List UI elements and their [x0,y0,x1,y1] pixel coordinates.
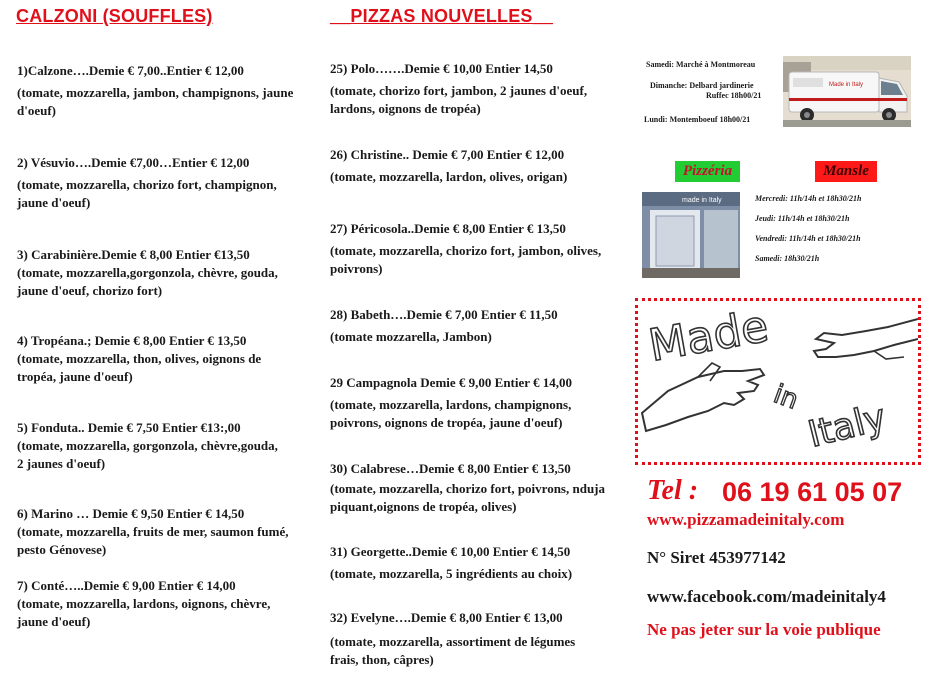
item-desc: (tomate mozzarella, Jambon) [330,329,492,344]
tel-label: Tel : [647,475,699,506]
item-desc: (tomate, mozzarella, lardons, oignons, chèvre, jaune d'oeuf) [17,596,271,629]
shop-photo [642,192,740,278]
hours-samedi: Samedi: 18h30/21h [755,254,820,263]
food-truck-photo [783,56,911,127]
item-name: 3) Carabinière.Demie € 8,00 Entier €13,50 [17,247,250,262]
item-desc: (tomate, mozzarella, fruits de mer, saumon fumé, pesto Génovese) [17,524,289,557]
item-name: 1)Calzone….Demie € 7,00..Entier € 12,00 [17,63,244,78]
notice-text: Ne pas jeter sur la voie publique [647,620,881,639]
hours-vendredi: Vendredi: 11h/14h et 18h30/21h [755,234,861,243]
item-desc: (tomate, mozzarella, chorizo fort, champignon, jaune d'oeuf) [17,177,277,210]
item-desc: (tomate, mozzarella, 5 ingrédients au choix) [330,566,573,581]
item-desc: (tomate, mozzarella, chorizo fort, jambon, olives, poivrons) [330,243,602,276]
logo-italy: Italy [804,397,890,456]
item-desc: (tomate, mozzarella, thon, olives, oignons de tropéa, jaune d'oeuf) [17,351,262,384]
item-name: 5) Fonduta.. Demie € 7,50 Entier €13:,00 [17,420,241,435]
item-name: 4) Tropéana.; Demie € 8,00 Entier € 13,50 [17,333,247,348]
menu-item [330,460,610,516]
market-dimanche: Dimanche: Delbard jardinerie [650,81,754,90]
menu-item [17,332,302,386]
menu-item [330,306,610,346]
calzoni-title: CALZONI (SOUFFLES) [16,6,213,26]
pizzas-title: __PIZZAS NOUVELLES__ [330,6,554,26]
item-name: 2) Vésuvio….Demie €7,00…Entier € 12,00 [17,155,250,170]
item-desc: (tomate, mozzarella,gorgonzola, chèvre, gouda, jaune d'oeuf, chorizo fort) [17,265,278,298]
menu-item [330,374,610,432]
item-desc: (tomate, mozzarella, gorgonzola, chèvre,gouda, 2 jaunes d'oeuf) [17,438,278,471]
menu-item [330,220,610,278]
item-name: 27) Péricosola..Demie € 8,00 Entier € 13,50 [330,221,566,236]
menu-item [17,577,287,631]
item-desc: (tomate, mozzarella, jambon, champignons, jaune d'oeuf) [17,85,294,118]
item-name: 29 Campagnola Demie € 9,00 Entier € 14,00 [330,375,573,390]
market-samedi: Samedi: Marché à Montmoreau [646,60,756,69]
siret-number: N° Siret 453977142 [647,548,786,567]
menu-item [330,543,610,583]
menu-item [17,154,302,212]
menu-item [17,505,302,559]
facebook-link[interactable]: www.facebook.com/madeinitaly4 [647,587,886,606]
item-name: 6) Marino … Demie € 9,50 Entier € 14,50 [17,506,245,521]
logo-made: Made [645,301,773,372]
pizzeria-badge: Pizzéria [675,161,740,182]
item-desc: (tomate, mozzarella, assortiment de légumes frais, thon, câpres) [330,634,576,667]
hours-jeudi: Jeudi: 11h/14h et 18h30/21h [755,214,850,223]
menu-item [17,62,302,120]
logo-in: in [769,379,803,416]
menu-item [330,609,580,669]
svg-text:Made in Italy: Made in Italy [829,82,864,88]
item-desc: (tomate, mozzarella, lardon, olives, origan) [330,169,568,184]
item-name: 25) Polo…….Demie € 10,00 Entier 14,50 [330,61,553,76]
item-name: 26) Christine.. Demie € 7,00 Entier € 12,00 [330,147,565,162]
menu-item [330,146,610,186]
tel-number: 06 19 61 05 07 [722,477,903,507]
website-link[interactable]: www.pizzamadeinitaly.com [647,510,845,529]
item-desc: (tomate, chorizo fort, jambon, 2 jaunes d'oeuf, lardons, oignons de tropéa) [330,83,588,116]
item-name: 7) Conté…..Demie € 9,00 Entier € 14,00 [17,578,236,593]
item-name: 30) Calabrese…Demie € 8,00 Entier € 13,50 [330,461,571,476]
menu-item [17,419,287,473]
item-name: 31) Georgette..Demie € 10,00 Entier € 14,50 [330,544,571,559]
item-desc: (tomate, mozzarella, lardons, champignons, poivrons, oignons de tropéa, jaune d'oeuf) [330,397,572,430]
item-name: 28) Babeth….Demie € 7,00 Entier € 11,50 [330,307,558,322]
item-name: 32) Evelyne….Demie € 8,00 Entier € 13,00 [330,610,563,625]
made-in-italy-logo [635,298,921,465]
market-dimanche-time: Ruffec 18h00/21 [706,91,762,100]
shop-sign: made in Italy [682,197,722,204]
market-lundi: Lundi: Montemboeuf 18h00/21 [644,115,751,124]
menu-item [330,60,610,118]
hours-mercredi: Mercredi: 11h/14h et 18h30/21h [755,194,862,203]
menu-item [17,246,302,300]
item-desc: (tomate, mozzarella, chorizo fort, poivrons, nduja piquant,oignons de tropéa, olives) [330,481,605,514]
mansle-badge: Mansle [815,161,877,182]
